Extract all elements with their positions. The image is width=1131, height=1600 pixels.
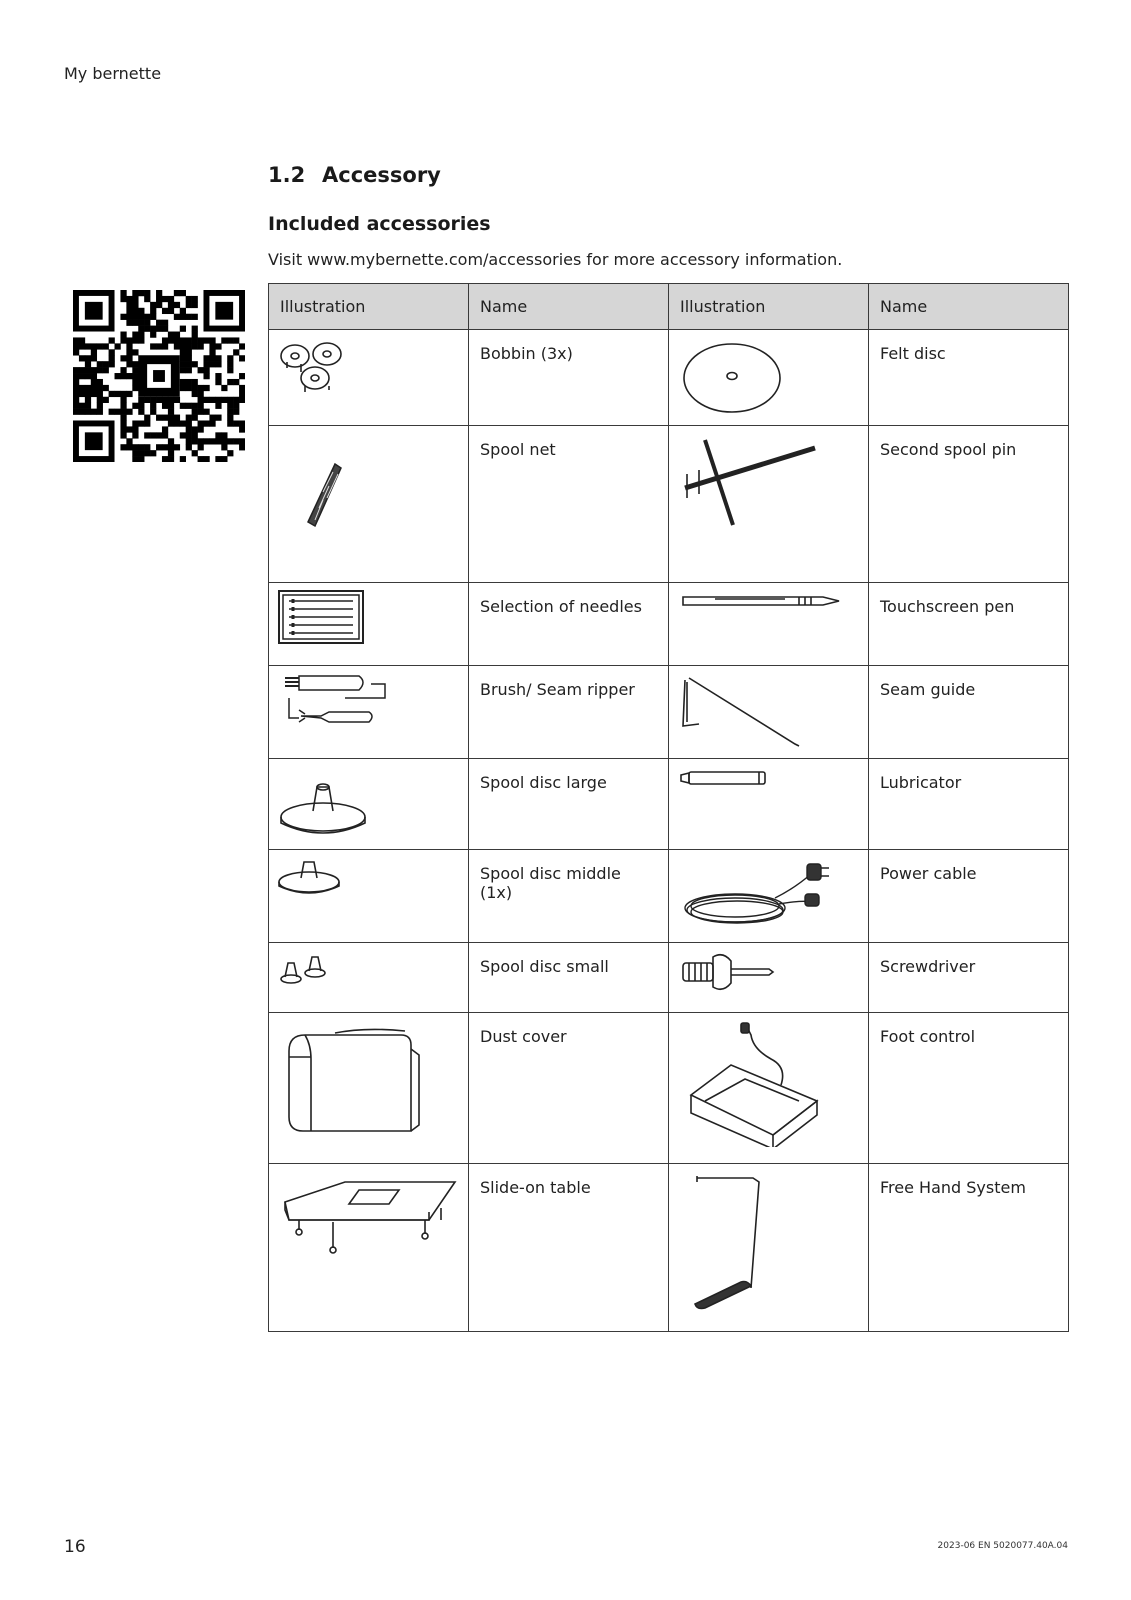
illustration-cell bbox=[669, 583, 869, 666]
illustration-cell bbox=[669, 1164, 869, 1332]
table-row bbox=[269, 1013, 1069, 1164]
lubricator-icon bbox=[675, 763, 775, 793]
table-row bbox=[269, 330, 1069, 426]
illustration-cell bbox=[269, 583, 469, 666]
illustration-cell bbox=[269, 850, 469, 943]
table-row bbox=[269, 759, 1069, 850]
spool-disc-middle-icon bbox=[275, 854, 355, 904]
name-cell: Spool disc small bbox=[469, 943, 669, 1013]
illustration-cell bbox=[669, 426, 869, 583]
name-cell: Selection of needles bbox=[469, 583, 669, 666]
name-cell: Foot control bbox=[869, 1013, 1069, 1164]
table-header-illustration: Illustration bbox=[669, 284, 869, 330]
table-row bbox=[269, 943, 1069, 1013]
slide-on-table-icon bbox=[275, 1168, 461, 1258]
intro-text: Visit www.mybernette.com/accessories for more accessory information. bbox=[268, 250, 843, 269]
illustration-cell bbox=[669, 330, 869, 426]
foot-control-icon bbox=[675, 1017, 825, 1147]
brush-seam-ripper-icon bbox=[275, 670, 395, 740]
name-cell: Second spool pin bbox=[869, 426, 1069, 583]
table-header-illustration: Illustration bbox=[269, 284, 469, 330]
name-cell: Free Hand System bbox=[869, 1164, 1069, 1332]
felt-disc-icon bbox=[675, 334, 785, 416]
document-code: 2023-06 EN 5020077.40A.04 bbox=[937, 1541, 1068, 1551]
section-title-text: Accessory bbox=[322, 163, 441, 187]
table-row bbox=[269, 426, 1069, 583]
illustration-cell bbox=[269, 943, 469, 1013]
illustration-cell bbox=[269, 330, 469, 426]
touchscreen-pen-icon bbox=[675, 587, 845, 617]
free-hand-system-icon bbox=[675, 1168, 775, 1318]
illustration-cell bbox=[669, 1013, 869, 1164]
accessory-table bbox=[268, 283, 1069, 1332]
section-number: 1.2 bbox=[268, 163, 306, 187]
table-row bbox=[269, 583, 1069, 666]
running-header: My bernette bbox=[64, 64, 162, 83]
name-cell: Seam guide bbox=[869, 666, 1069, 759]
bobbins-icon bbox=[275, 334, 355, 400]
name-cell: Slide-on table bbox=[469, 1164, 669, 1332]
illustration-cell bbox=[269, 1013, 469, 1164]
illustration-cell bbox=[669, 850, 869, 943]
spool-disc-small-icon bbox=[275, 947, 335, 987]
qr-code-icon bbox=[73, 290, 245, 462]
illustration-cell bbox=[269, 666, 469, 759]
spool-disc-large-icon bbox=[275, 763, 375, 843]
table-row bbox=[269, 1164, 1069, 1332]
name-cell: Power cable bbox=[869, 850, 1069, 943]
table-header-name: Name bbox=[469, 284, 669, 330]
power-cable-icon bbox=[675, 854, 835, 938]
spool-net-icon bbox=[275, 430, 365, 550]
name-cell: Dust cover bbox=[469, 1013, 669, 1164]
name-cell: Screwdriver bbox=[869, 943, 1069, 1013]
table-header-row bbox=[269, 284, 1069, 330]
needles-icon bbox=[275, 587, 369, 647]
illustration-cell bbox=[269, 1164, 469, 1332]
table-row bbox=[269, 666, 1069, 759]
dust-cover-icon bbox=[275, 1017, 425, 1147]
name-cell: Bobbin (3x) bbox=[469, 330, 669, 426]
illustration-cell bbox=[269, 759, 469, 850]
table-header-name: Name bbox=[869, 284, 1069, 330]
name-cell: Touchscreen pen bbox=[869, 583, 1069, 666]
illustration-cell bbox=[669, 666, 869, 759]
name-cell: Brush/ Seam ripper bbox=[469, 666, 669, 759]
illustration-cell bbox=[269, 426, 469, 583]
name-cell: Lubricator bbox=[869, 759, 1069, 850]
subheading: Included accessories bbox=[268, 213, 491, 235]
name-cell: Spool disc middle (1x) bbox=[469, 850, 669, 943]
section-title bbox=[268, 163, 441, 187]
page-number: 16 bbox=[64, 1537, 86, 1557]
illustration-cell bbox=[669, 759, 869, 850]
name-cell: Spool disc large bbox=[469, 759, 669, 850]
screwdriver-icon bbox=[675, 947, 785, 997]
second-spool-pin-icon bbox=[675, 430, 825, 530]
illustration-cell bbox=[669, 943, 869, 1013]
seam-guide-icon bbox=[675, 670, 805, 750]
table-row bbox=[269, 850, 1069, 943]
name-cell: Spool net bbox=[469, 426, 669, 583]
name-cell: Felt disc bbox=[869, 330, 1069, 426]
